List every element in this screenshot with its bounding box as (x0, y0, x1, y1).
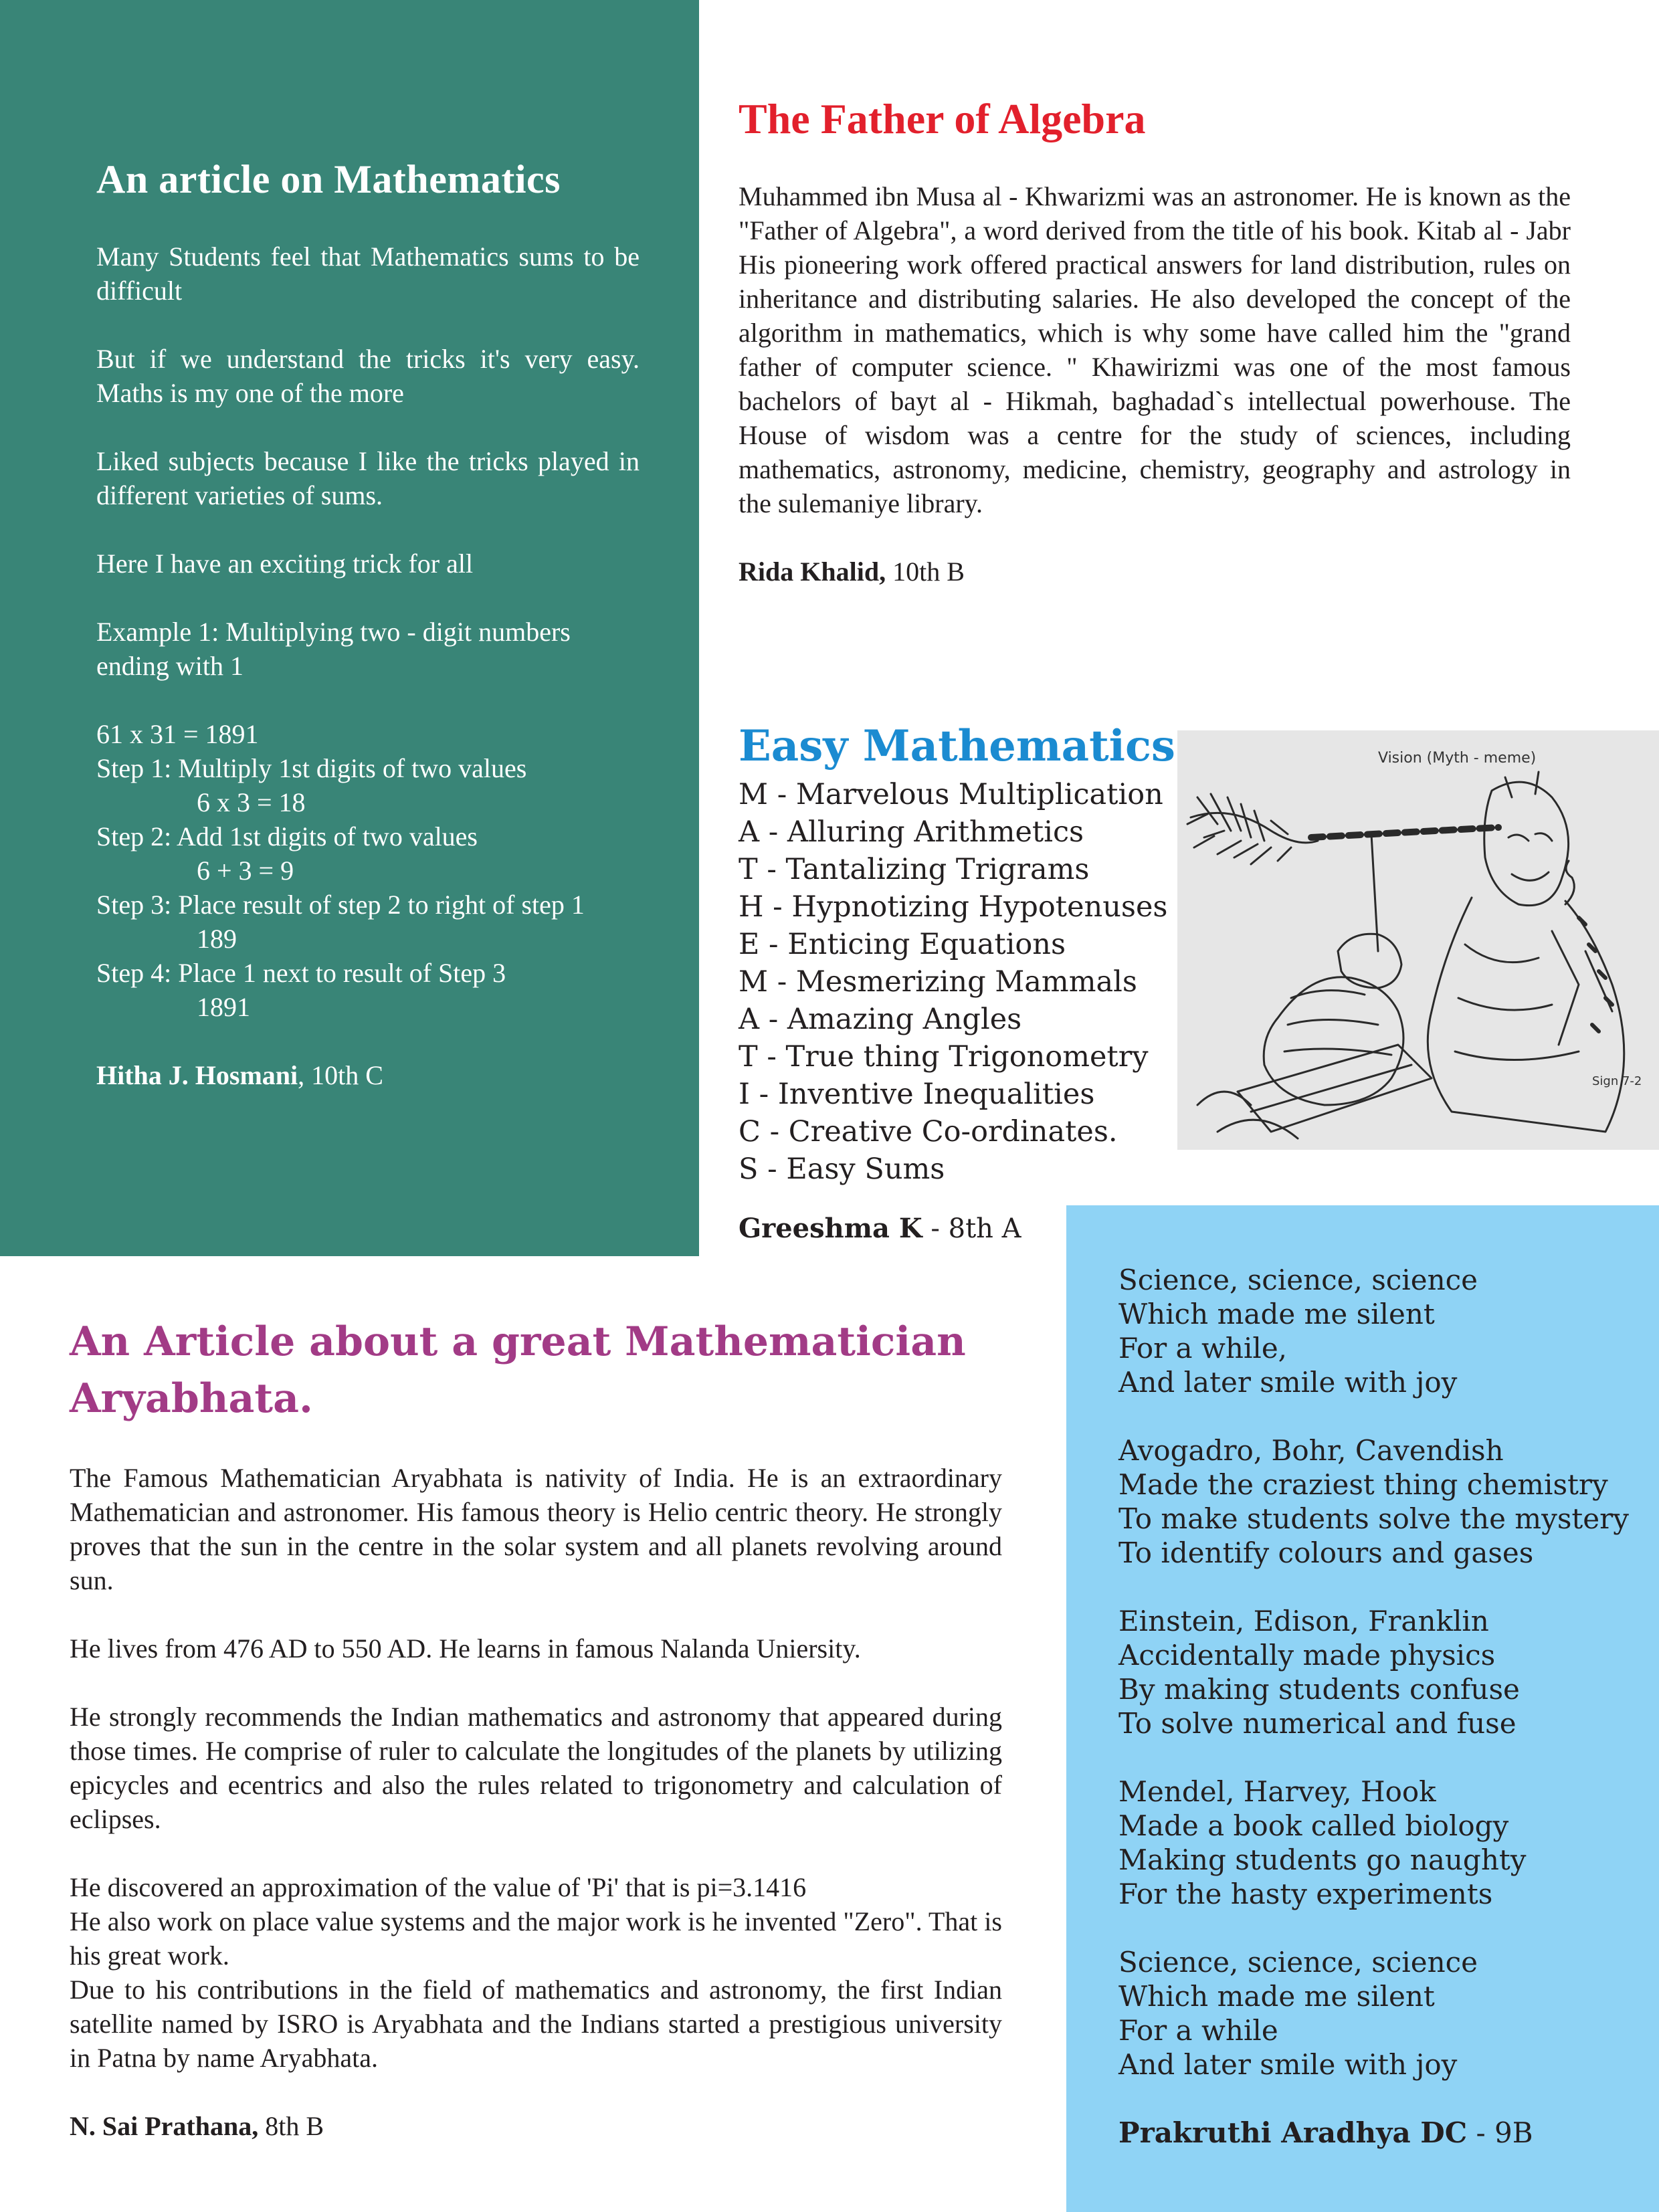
article-father-of-algebra-body: Muhammed ibn Musa al - Khwarizmi was an astronomer. He is known as the "Father of Algebra", a word derived from the title of his book. Kitab al - Jabr His pioneering work offered practical answers for land distribution, rules on inheritance and distributing salaries. He also developed the concept of the algorithm in mathematics, which is why some have called him the "grand father of computer science. " Khawirizmi was one of the most famous bachelors of bayt al - Hikmah, baghadad`s intellectual powerhouse. The House of wisdom was a centre for the study of sciences, including mathematics, astronomy, medicine, chemistry, geography and astrology in the sulemaniye library. (739, 181, 1571, 518)
acrostic-line: T - True thing Trigonometry (739, 1040, 1149, 1074)
poem-line: Science, science, science (1118, 1264, 1478, 1296)
article-mathematics-p1: Many Students feel that Mathematics sums to be difficult (96, 241, 640, 306)
poem-line: Which made me silent (1118, 1298, 1435, 1330)
poem-line: Science, science, science (1118, 1946, 1478, 1979)
author-class: - 9B (1467, 2116, 1533, 2149)
article-father-of-algebra-title: The Father of Algebra (739, 95, 1146, 142)
poem-line: For a while (1118, 2014, 1278, 2047)
step-3: Step 3: Place result of step 2 to right of step 1 (96, 890, 585, 920)
article-easy-mathematics-author (739, 1210, 1180, 1247)
sketch-drawing (1177, 730, 1659, 1150)
article-father-of-algebra (739, 92, 1571, 589)
author-class: , 10th C (298, 1060, 383, 1090)
article-aryabhata-p2: He lives from 476 AD to 550 AD. He learns in famous Nalanda Uniersity. (70, 1633, 861, 1664)
step-2-calc: 6 + 3 = 9 (197, 856, 294, 886)
acrostic-line: I - Inventive Inequalities (739, 1078, 1095, 1111)
article-mathematics-p4: Here I have an exciting trick for all (96, 548, 474, 579)
example-equation: 61 x 31 = 1891 (96, 719, 259, 749)
article-aryabhata (70, 1314, 1002, 2143)
article-mathematics-p3: Liked subjects because I like the tricks played in different varieties of sums. (96, 446, 640, 510)
article-aryabhata-title: An Article about a great Mathematician Aryabhata. (70, 1318, 966, 1422)
article-mathematics-title: An article on Mathematics (96, 157, 561, 201)
pencil-sketch-illustration (1177, 730, 1659, 1150)
article-aryabhata-p5: He also work on place value systems and the major work is he invented "Zero". That is his great work. (70, 1906, 1002, 1971)
poem-line: For a while, (1118, 1332, 1288, 1365)
author-name: N. Sai Prathana, (70, 2111, 259, 2141)
poem-line: By making students confuse (1118, 1673, 1520, 1706)
acrostic-line: E - Enticing Equations (739, 928, 1066, 961)
poem-line: Made a book called biology (1118, 1809, 1509, 1842)
step-2: Step 2: Add 1st digits of two values (96, 821, 478, 851)
article-easy-mathematics (739, 720, 1180, 1247)
article-easy-mathematics-title: Easy Mathematics (739, 721, 1175, 771)
acrostic-line: M - Mesmerizing Mammals (739, 965, 1137, 999)
article-aryabhata-p4: He discovered an approximation of the value of 'Pi' that is pi=3.1416 (70, 1872, 807, 1902)
poem-line: And later smile with joy (1118, 2048, 1458, 2081)
poem-line: To make students solve the mystery (1118, 1502, 1629, 1535)
poem-line: And later smile with joy (1118, 1366, 1458, 1399)
step-1-calc: 6 x 3 = 18 (197, 787, 306, 817)
article-mathematics-author (96, 1058, 640, 1092)
article-aryabhata-p1: The Famous Mathematician Aryabhata is nativity of India. He is an extraordinary Mathematician and astronomer. His famous theory is Helio centric theory. He strongly proves that the sun in the centre in the solar system and all planets revolving around sun. (70, 1463, 1002, 1595)
acrostic-line: S - Easy Sums (739, 1152, 945, 1186)
step-3-calc: 189 (197, 924, 237, 954)
poem-line: To identify colours and gases (1118, 1536, 1534, 1569)
sketch-caption: Vision (Myth - meme) (1378, 750, 1537, 767)
acrostic-line: C - Creative Co-ordinates. (739, 1115, 1118, 1148)
poem-line: To solve numerical and fuse (1118, 1707, 1517, 1740)
poem-line: Which made me silent (1118, 1980, 1435, 2013)
step-1: Step 1: Multiply 1st digits of two values (96, 753, 527, 783)
science-poem-author (1118, 2116, 1647, 2150)
acrostic-line: A - Amazing Angles (739, 1003, 1022, 1036)
author-name: Hitha J. Hosmani (96, 1060, 298, 1090)
article-father-of-algebra-author (739, 555, 1571, 589)
poem-line: Einstein, Edison, Franklin (1118, 1605, 1489, 1637)
article-aryabhata-p3: He strongly recommends the Indian mathematics and astronomy that appeared during those times. He comprise of ruler to calculate the longitudes of the planets by utilizing epicycles and ecentrics and also the rules related to trigonometry and calculation of eclipses. (70, 1702, 1002, 1834)
acrostic-line: M - Marvelous Multiplication (739, 778, 1163, 811)
poem-line: Avogadro, Bohr, Cavendish (1118, 1434, 1504, 1467)
author-class: - 8th A (922, 1213, 1021, 1244)
author-name: Greeshma K (739, 1213, 922, 1244)
acrostic-line: T - Tantalizing Trigrams (739, 853, 1090, 886)
author-name: Prakruthi Aradhya DC (1118, 2116, 1468, 2149)
step-4-calc: 1891 (197, 992, 250, 1022)
sketch-signature: Sign 7-2 (1592, 1074, 1642, 1088)
poem-line: Mendel, Harvey, Hook (1118, 1775, 1436, 1808)
article-aryabhata-p6: Due to his contributions in the field of mathematics and astronomy, the first Indian satellite named by ISRO is Aryabhata and the Indians started a prestigious university in Patna by name Aryabhata. (70, 1975, 1002, 2073)
acrostic-line: A - Alluring Arithmetics (739, 815, 1084, 849)
article-mathematics-p5: Example 1: Multiplying two - digit numbers ending with 1 (96, 617, 571, 681)
poem-line: Accidentally made physics (1118, 1639, 1496, 1672)
poem-line: For the hasty experiments (1118, 1878, 1493, 1910)
science-poem (1118, 1263, 1647, 2150)
poem-line: Making students go naughty (1118, 1843, 1527, 1876)
article-aryabhata-author (70, 2109, 1002, 2143)
article-mathematics-p2: But if we understand the tricks it's very easy. Maths is my one of the more (96, 344, 640, 408)
article-mathematics (96, 153, 640, 1092)
acrostic-line: H - Hypnotizing Hypotenuses (739, 890, 1168, 924)
author-name: Rida Khalid, (739, 557, 886, 587)
author-class: 8th B (258, 2111, 324, 2141)
step-4: Step 4: Place 1 next to result of Step 3 (96, 958, 506, 988)
author-class: 10th B (886, 557, 965, 587)
poem-line: Made the craziest thing chemistry (1118, 1468, 1608, 1501)
